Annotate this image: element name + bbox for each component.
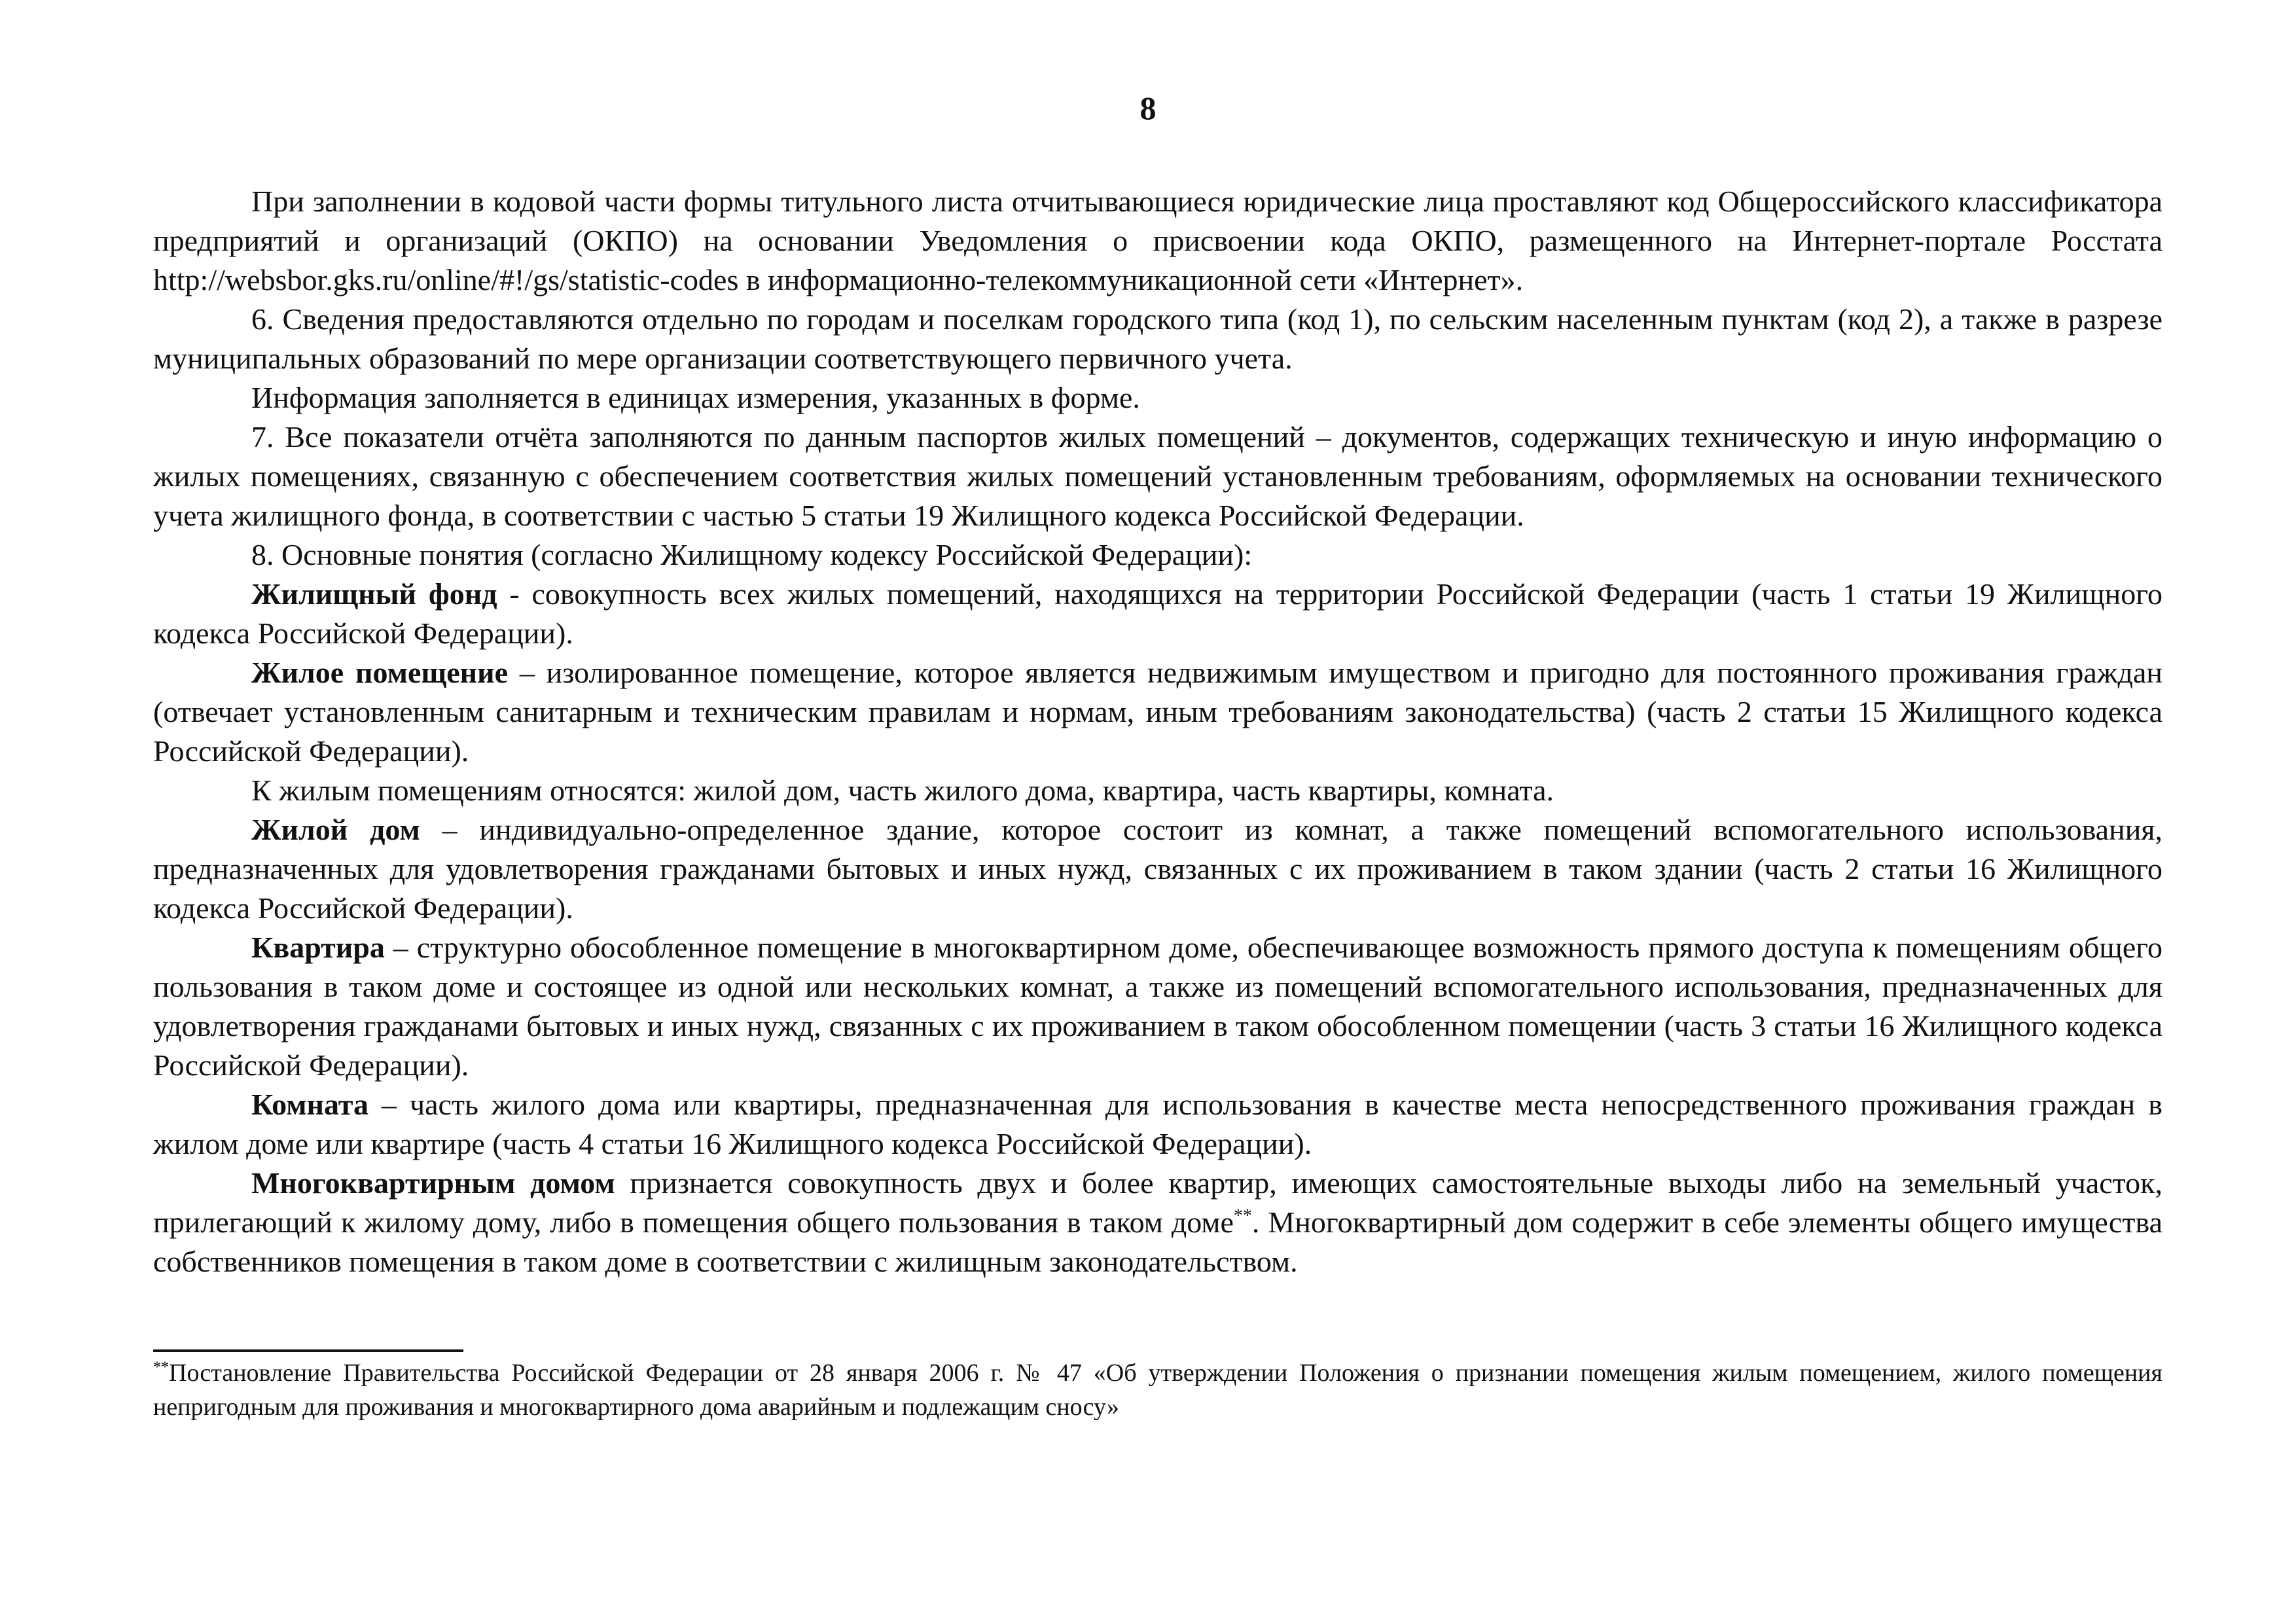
definition-text: – индивидуально-определенное здание, которое состоит из комнат, а также помещений вспомогательного использования, предназначенных для удовлетворения гражданами бытовых и иных нужд, связанных с их проживанием в таком здании (часть 2 статьи 16 Жилищного кодекса Российской Федерации). (153, 813, 2162, 925)
paragraph-premises-list: К жилым помещениям относятся: жилой дом, часть жилого дома, квартира, часть квартиры, комната. (251, 774, 1554, 807)
paragraph-8: 8. Основные понятия (согласно Жилищному кодексу Российской Федерации): (251, 538, 1253, 571)
term-house: Жилой дом (251, 813, 420, 846)
term-living-premises: Жилое помещение (251, 656, 509, 689)
document-body (153, 182, 2162, 1281)
definition-text-continued: . Многоквартирный дом содержит в себе элементы общего имущества собственников помещения в таком доме в соответствии с жилищным законодательством. (153, 1205, 2162, 1278)
term-apartment: Квартира (251, 931, 385, 964)
footnote-mark: ** (153, 1359, 169, 1376)
term-apartment-building: Многоквартирным домом (251, 1166, 615, 1200)
page-number: 8 (1139, 90, 1157, 126)
definition-living-premises (153, 653, 2162, 771)
paragraph-units: Информация заполняется в единицах измерения, указанных в форме. (251, 381, 1140, 414)
footnote-text: Постановление Правительства Российской Федерации от 28 января 2006 г. № 47 «Об утверждении Положения о признании помещения жилым помещением, жилого помещения непригодным для проживания и многоквартирного дома аварийным и подлежащим сносу» (153, 1359, 2162, 1421)
definition-text: – часть жилого дома или квартиры, предназначенная для использования в качестве места непосредственного проживания граждан в жилом доме или квартире (часть 4 статьи 16 Жилищного кодекса Российской Федерации). (153, 1088, 2162, 1160)
definition-text: – изолированное помещение, которое является недвижимым имуществом и пригодно для постоянного проживания граждан (отвечает установленным санитарным и техническим правилам и нормам, иным требованиям законодательства) (часть 2 статьи 15 Жилищного кодекса Российской Федерации). (153, 656, 2162, 768)
footnote (153, 1356, 2162, 1424)
definition-apartment (153, 928, 2162, 1085)
definition-text: - совокупность всех жилых помещений, находящихся на территории Российской Федерации (часть 1 статьи 19 Жилищного кодекса Российской Федерации). (153, 577, 2162, 650)
paragraph-6: 6. Сведения предоставляются отдельно по городам и поселкам городского типа (код 1), по сельским населенным пунктам (код 2), а также в разрезе муниципальных образований по мере организации соответствующего первичного учета. (153, 302, 2162, 375)
definition-apartment-building (153, 1164, 2162, 1281)
paragraph-7: 7. Все показатели отчёта заполняются по данным паспортов жилых помещений – документов, содержащих техническую и иную информацию о жилых помещениях, связанную с обеспечением соответствия жилых помещений установленным требованиям, оформляемых на основании технического учета жилищного фонда, в соответствии с частью 5 статьи 19 Жилищного кодекса Российской Федерации. (153, 420, 2162, 532)
footnote-reference-mark: ** (1233, 1205, 1252, 1226)
term-housing-fund: Жилищный фонд (251, 577, 497, 611)
paragraph-okpo: При заполнении в кодовой части формы титульного листа отчитывающиеся юридические лица проставляют код Общероссийского классификатора предприятий и организаций (ОКПО) на основании Уведомления о присвоении кода ОКПО, размещенного на Интернет-портале Росстата http://websbor.gks.ru/online/#!/gs/statistic-codes в информационно-телекоммуникационной сети «Интернет». (153, 185, 2162, 296)
definition-text: признается совокупность двух и более квартир, имеющих самостоятельные выходы либо на земельный участок, прилегающий к жилому дому, либо в помещения общего пользования в таком доме (153, 1166, 2163, 1239)
term-room: Комната (251, 1088, 368, 1121)
definition-house (153, 810, 2162, 928)
definition-housing-fund (153, 575, 2162, 653)
definition-room (153, 1085, 2162, 1164)
definition-text: – структурно обособленное помещение в многоквартирном доме, обеспечивающее возможность прямого доступа к помещениям общего пользования в таком доме и состоящее из одной или нескольких комнат, а также из помещений вспомогательного использования, предназначенных для удовлетворения гражданами бытовых и иных нужд, связанных с их проживанием в таком обособленном помещении (часть 3 статьи 16 Жилищного кодекса Российской Федерации). (153, 931, 2162, 1082)
footnote-separator (153, 1349, 463, 1352)
